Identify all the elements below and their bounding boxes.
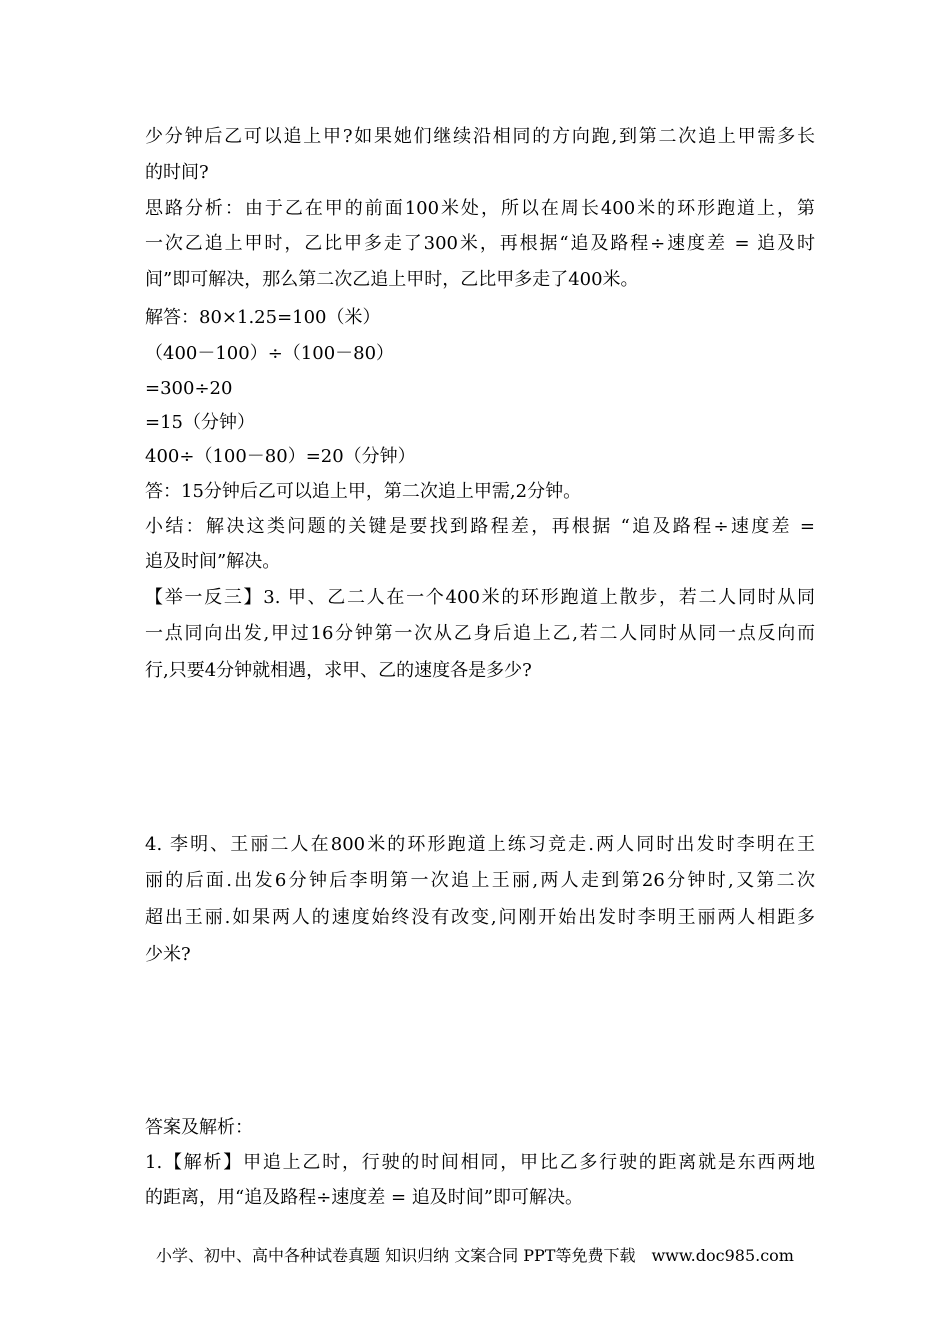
text-line: 【举一反三】3. 甲、乙二人在一个400米的环形跑道上散步，若二人同时从同 <box>145 587 815 608</box>
text-line: 一次乙追上甲时，乙比甲多走了300米，再根据“追及路程÷速度差 = 追及时 <box>145 233 815 254</box>
text-line: 的时间? <box>145 162 209 183</box>
page-footer: 小学、初中、高中各种试卷真题 知识归纳 文案合同 PPT等免费下载 www.doc985.com <box>156 1246 794 1265</box>
text-line: 4. 李明、王丽二人在800米的环形跑道上练习竞走.两人同时出发时李明在王 <box>145 834 815 855</box>
text-line: 思路分析：由于乙在甲的前面100米处，所以在周长400米的环形跑道上，第 <box>145 198 815 219</box>
text-line: 丽的后面.出发6分钟后李明第一次追上王丽,两人走到第26分钟时,又第二次 <box>145 870 815 891</box>
text-line: 追及时间”解决。 <box>145 551 281 572</box>
text-line: 少分钟后乙可以追上甲?如果她们继续沿相同的方向跑,到第二次追上甲需多长 <box>145 126 815 147</box>
text-line: 的距离，用“追及路程÷速度差 = 追及时间”即可解决。 <box>145 1187 584 1208</box>
text-line: 答案及解析： <box>145 1117 253 1138</box>
text-line: =300÷20 <box>145 378 233 399</box>
text-line: 少米? <box>145 944 191 965</box>
text-line: 1.【解析】甲追上乙时，行驶的时间相同，甲比乙多行驶的距离就是东西两地 <box>145 1152 815 1173</box>
text-line: （400－100）÷（100－80） <box>145 343 395 364</box>
text-line: =15（分钟） <box>145 412 255 433</box>
text-line: 间”即可解决，那么第二次乙追上甲时，乙比甲多走了400米。 <box>145 269 639 290</box>
text-line: 一点同向出发,甲过16分钟第一次从乙身后追上乙,若二人同时从同一点反向而 <box>145 623 815 644</box>
text-line: 400÷（100－80）=20（分钟） <box>145 446 416 467</box>
text-line: 小结：解决这类问题的关键是要找到路程差，再根据 “追及路程÷速度差 = <box>145 516 815 537</box>
text-line: 超出王丽.如果两人的速度始终没有改变,问刚开始出发时李明王丽两人相距多 <box>145 907 815 928</box>
text-line: 答：15分钟后乙可以追上甲，第二次追上甲需,2分钟。 <box>145 481 582 502</box>
text-line: 行,只要4分钟就相遇，求甲、乙的速度各是多少? <box>145 660 532 681</box>
text-line: 解答：80×1.25=100（米） <box>145 307 381 328</box>
